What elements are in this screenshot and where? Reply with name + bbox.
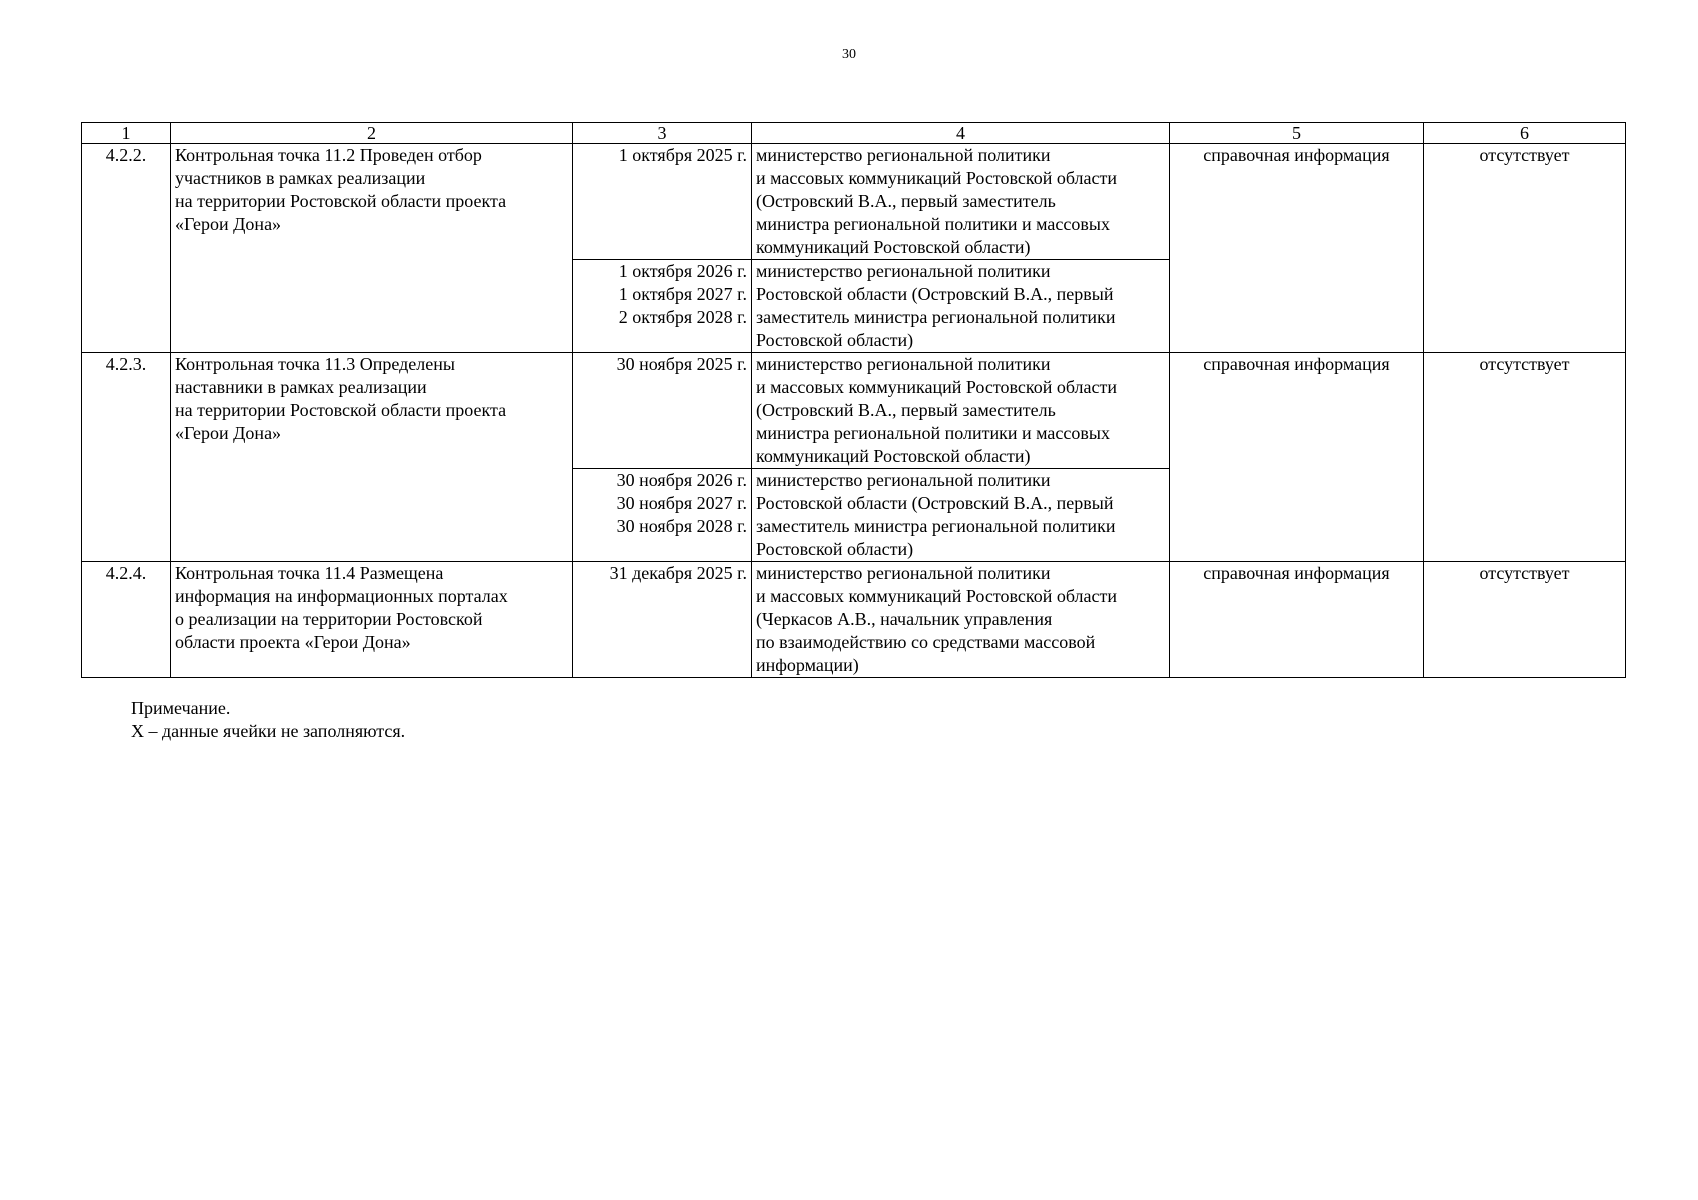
text-line: министра региональной политики и массовых	[756, 423, 1110, 443]
text-line: Ростовской области (Островский В.А., первый	[756, 493, 1114, 513]
document-type: справочная информация	[1170, 562, 1424, 678]
table-row	[82, 144, 1626, 260]
text-line: Контрольная точка 11.2 Проведен отбор	[175, 145, 482, 165]
deadline-cell	[573, 353, 752, 469]
text-line: министерство региональной политики	[756, 563, 1051, 583]
control-point-name	[171, 353, 573, 562]
column-header: 6	[1424, 123, 1626, 144]
deadline-cell	[573, 260, 752, 353]
status-cell: отсутствует	[1424, 353, 1626, 562]
column-header: 4	[752, 123, 1170, 144]
responsible-cell	[752, 260, 1170, 353]
column-header: 1	[82, 123, 171, 144]
responsible-cell	[752, 469, 1170, 562]
row-number: 4.2.3.	[82, 353, 171, 562]
text-line: на территории Ростовской области проекта	[175, 400, 507, 420]
text-line: Контрольная точка 11.3 Определены	[175, 354, 455, 374]
document-type: справочная информация	[1170, 144, 1424, 353]
text-line: коммуникаций Ростовской области)	[756, 237, 1031, 257]
text-line: «Герои Дона»	[175, 214, 282, 234]
deadline-date: 1 октября 2026 г.	[618, 261, 747, 281]
footnote	[131, 697, 405, 743]
text-line: министра региональной политики и массовых	[756, 214, 1110, 234]
deadline-date: 1 октября 2027 г.	[618, 284, 747, 304]
column-header: 5	[1170, 123, 1424, 144]
text-line: наставники в рамках реализации	[175, 377, 427, 397]
text-line: информации)	[756, 655, 859, 675]
status-cell: отсутствует	[1424, 562, 1626, 678]
control-point-name	[171, 562, 573, 678]
responsible-cell	[752, 144, 1170, 260]
text-line: (Островский В.А., первый заместитель	[756, 400, 1056, 420]
note-text: Х – данные ячейки не заполняются.	[131, 721, 406, 741]
column-header: 2	[171, 123, 573, 144]
text-line: заместитель министра региональной политики	[756, 307, 1116, 327]
deadline-date: 2 октября 2028 г.	[618, 307, 747, 327]
deadline-cell	[573, 144, 752, 260]
text-line: и массовых коммуникаций Ростовской области	[756, 377, 1118, 397]
text-line: Ростовской области)	[756, 330, 914, 350]
responsible-cell	[752, 562, 1170, 678]
text-line: министерство региональной политики	[756, 261, 1051, 281]
text-line: и массовых коммуникаций Ростовской области	[756, 586, 1118, 606]
deadline-date: 30 ноября 2027 г.	[616, 493, 747, 513]
deadline-date: 1 октября 2025 г.	[618, 145, 747, 165]
deadline-date: 31 декабря 2025 г.	[609, 563, 747, 583]
text-line: (Островский В.А., первый заместитель	[756, 191, 1056, 211]
text-line: заместитель министра региональной политики	[756, 516, 1116, 536]
row-number: 4.2.4.	[82, 562, 171, 678]
text-line: на территории Ростовской области проекта	[175, 191, 507, 211]
deadline-date: 30 ноября 2026 г.	[616, 470, 747, 490]
note-title: Примечание.	[131, 698, 231, 718]
text-line: министерство региональной политики	[756, 354, 1051, 374]
header-row	[82, 123, 1626, 144]
text-line: участников в рамках реализации	[175, 168, 426, 188]
control-point-name	[171, 144, 573, 353]
deadline-cell	[573, 469, 752, 562]
text-line: министерство региональной политики	[756, 145, 1051, 165]
text-line: области проекта «Герои Дона»	[175, 632, 411, 652]
responsible-cell	[752, 353, 1170, 469]
deadline-date: 30 ноября 2025 г.	[616, 354, 747, 374]
row-number: 4.2.2.	[82, 144, 171, 353]
control-points-table	[81, 122, 1626, 678]
text-line: Ростовской области (Островский В.А., первый	[756, 284, 1114, 304]
text-line: по взаимодействию со средствами массовой	[756, 632, 1096, 652]
text-line: «Герои Дона»	[175, 423, 282, 443]
status-cell: отсутствует	[1424, 144, 1626, 353]
deadline-date: 30 ноября 2028 г.	[616, 516, 747, 536]
page-number: 30	[842, 47, 856, 62]
text-line: о реализации на территории Ростовской	[175, 609, 483, 629]
text-line: министерство региональной политики	[756, 470, 1051, 490]
text-line: информация на информационных порталах	[175, 586, 508, 606]
table-row	[82, 353, 1626, 469]
text-line: и массовых коммуникаций Ростовской области	[756, 168, 1118, 188]
text-line: Ростовской области)	[756, 539, 914, 559]
column-header: 3	[573, 123, 752, 144]
text-line: Контрольная точка 11.4 Размещена	[175, 563, 444, 583]
document-type: справочная информация	[1170, 353, 1424, 562]
text-line: коммуникаций Ростовской области)	[756, 446, 1031, 466]
text-line: (Черкасов А.В., начальник управления	[756, 609, 1053, 629]
deadline-cell	[573, 562, 752, 678]
table-row	[82, 562, 1626, 678]
